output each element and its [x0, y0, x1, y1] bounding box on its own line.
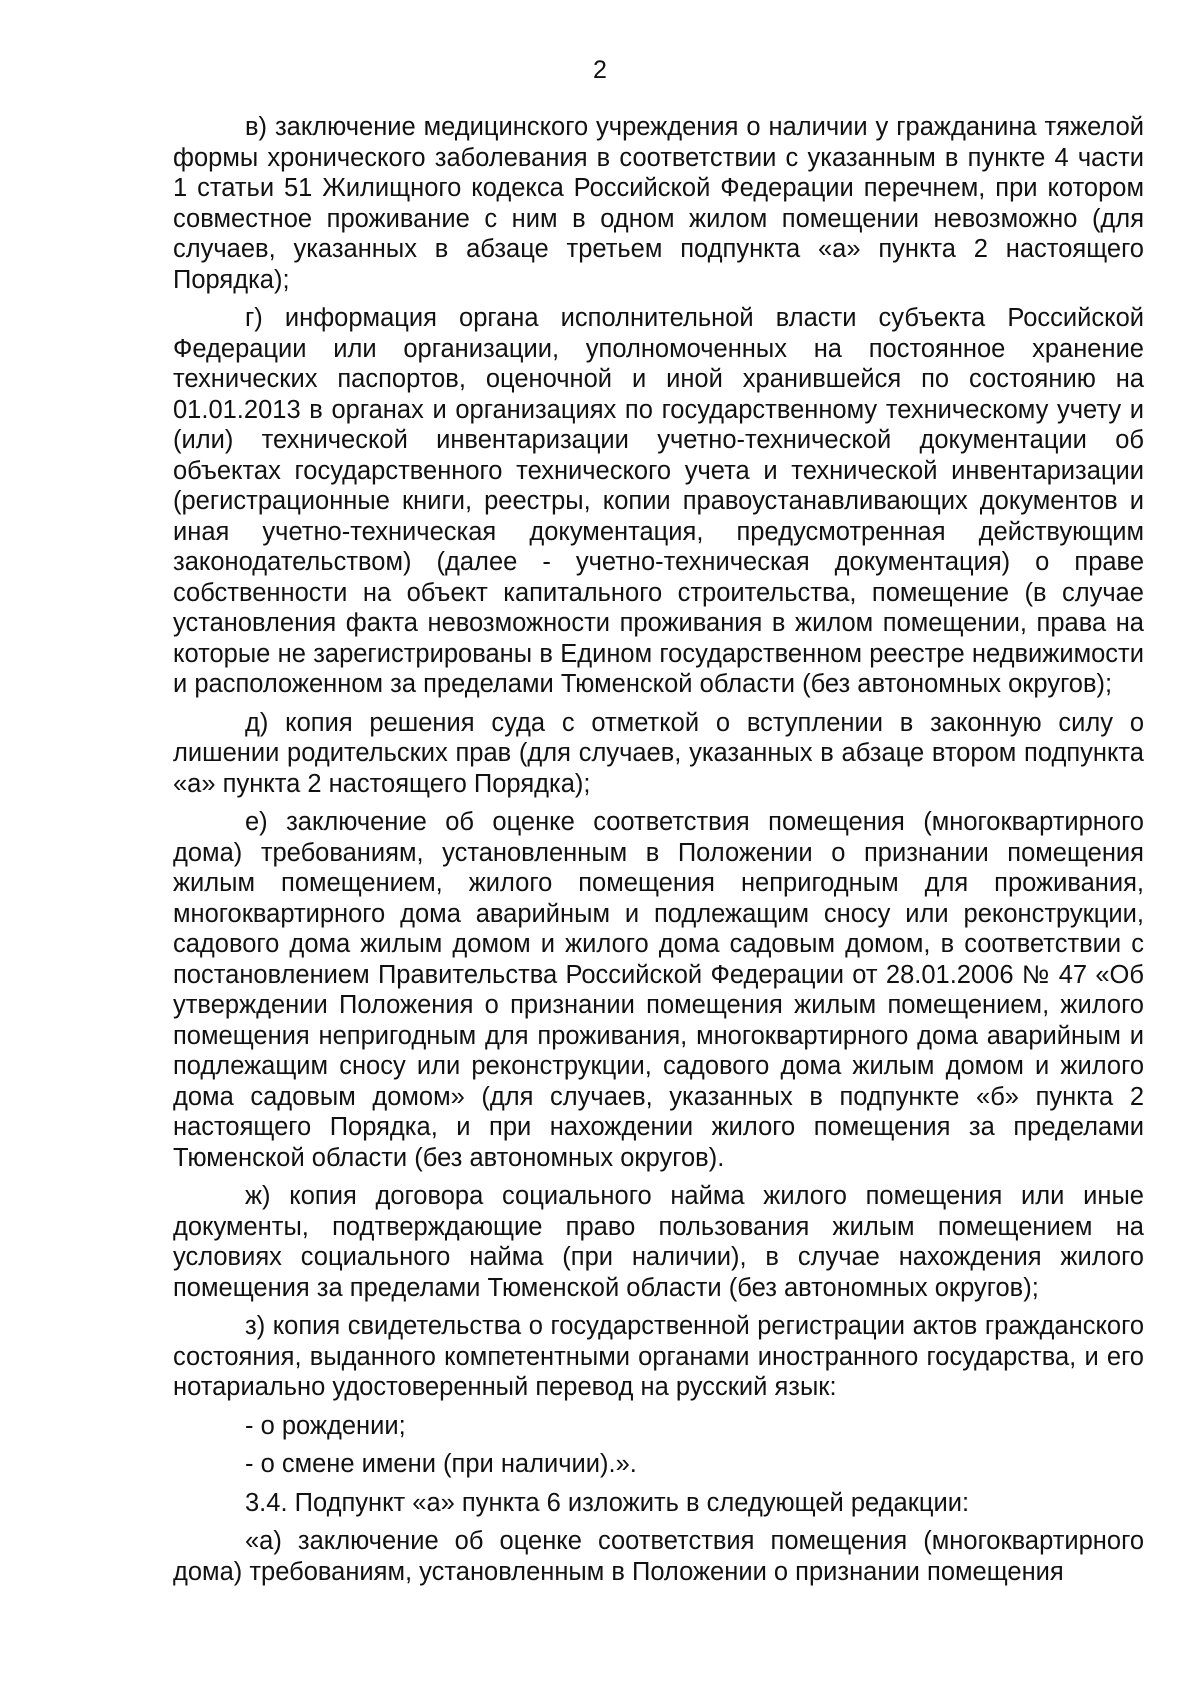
- list-item-birth: - о рождении;: [245, 1411, 406, 1440]
- page-number: 2: [593, 56, 607, 84]
- paragraph-v-medical-conclusion: в) заключение медицинского учреждения о наличии у гражданина тяжелой формы хронического заболевания в соответствии с указанным в пункте 4 части 1 статьи 51 Жилищного кодекса Российской Федерации перечнем, при котором совместное проживание с ним в одном жилом помещении невозможно (для случаев, указанных в абзаце третьем подпункта «а» пункта 2 настоящего Порядка);: [173, 113, 1144, 294]
- paragraph-d-court-decision-copy: д) копия решения суда с отметкой о вступлении в законную силу о лишении родительских прав (для случаев, указанных в абзаце втором подпункта «а» пункта 2 настоящего Порядка);: [173, 708, 1144, 798]
- paragraph-z-civil-status-certificate: з) копия свидетельства о государственной регистрации актов гражданского состояния, выданного компетентными органами иностранного государства, и его нотариально удостоверенный перевод на русский язык:: [173, 1312, 1144, 1401]
- list-item-name-change: - о смене имени (при наличии).».: [245, 1450, 637, 1478]
- paragraph-g-technical-inventory-info: г) информация органа исполнительной власти субъекта Российской Федерации или организации, уполномоченных на постоянное хранение технических паспортов, оценочной и иной хранившейся по состоянию на 01.01.2013 в органах и организациях по государственному техническому учету и (или) технической инвентаризации учетно-технической документации об объектах государственного технического учета и технической инвентаризации (регистрационные книги, реестры, копии правоустанавливающих документов и иная учетно-техническая документация, предусмотренная действующим законодательством) (далее - учетно-техническая документация) о праве собственности на объект капитального строительства, помещение (в случае установления факта невозможности проживания в жилом помещении, права на которые не зарегистрированы в Едином государственном реестре недвижимости и расположенном за пределами Тюменской области (без автономных округов);: [173, 304, 1144, 698]
- paragraph-3-4-amendment: 3.4. Подпункт «а» пункта 6 изложить в следующей редакции:: [245, 1488, 970, 1517]
- paragraph-e-premises-assessment: е) заключение об оценке соответствия помещения (многоквартирного дома) требованиям, установленным в Положении о признании помещения жилым помещением, жилого помещения непригодным для проживания, многоквартирного дома аварийным и подлежащим сносу или реконструкции, садового дома жилым домом и жилого дома садовым домом, в соответствии с постановлением Правительства Российской Федерации от 28.01.2006 № 47 «Об утверждении Положения о признании помещения жилым помещением, жилого помещения непригодным для проживания, многоквартирного дома аварийным и подлежащим сносу или реконструкции, садового дома жилым домом и жилого дома садовым домом» (для случаев, указанных в подпункте «б» пункта 2 настоящего Порядка, и при нахождении жилого помещения за пределами Тюменской области (без автономных округов).: [173, 808, 1144, 1172]
- document-body: [173, 112, 1144, 1587]
- paragraph-a-new-wording: «а) заключение об оценке соответствия помещения (многоквартирного дома) требованиям, установленным в Положении о признании помещения: [173, 1527, 1144, 1586]
- paragraph-zh-social-lease-copy: ж) копия договора социального найма жилого помещения или иные документы, подтверждающие право пользования жилым помещением на условиях социального найма (при наличии), в случае нахождения жилого помещения за пределами Тюменской области (без автономных округов);: [173, 1182, 1144, 1302]
